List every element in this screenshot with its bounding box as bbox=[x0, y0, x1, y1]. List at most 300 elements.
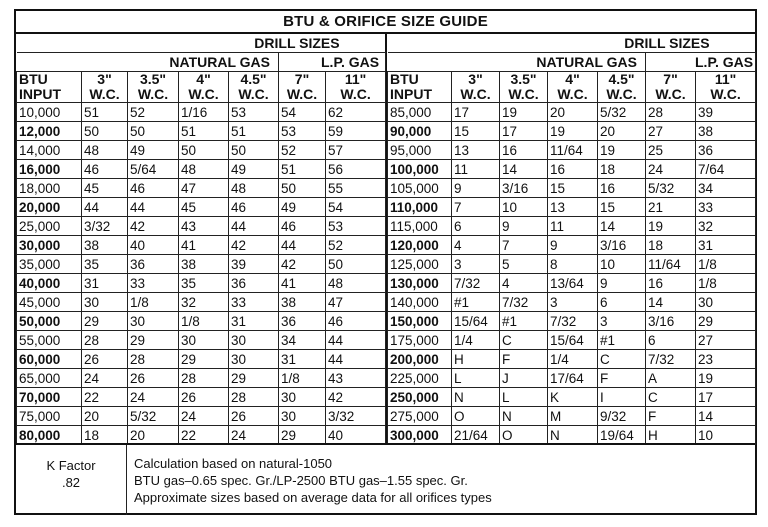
drill-size-cell: 28 bbox=[82, 331, 128, 350]
btu-input-cell: 225,000 bbox=[388, 369, 452, 388]
drill-size-cell: A bbox=[646, 369, 696, 388]
table-row bbox=[388, 350, 756, 369]
btu-input-cell: 35,000 bbox=[17, 255, 82, 274]
drill-size-cell: 50 bbox=[279, 179, 326, 198]
table-row bbox=[17, 388, 386, 407]
drill-size-cell: 6 bbox=[452, 217, 500, 236]
drill-size-cell: 45 bbox=[82, 179, 128, 198]
drill-size-cell: 27 bbox=[646, 122, 696, 141]
left-table-section bbox=[16, 34, 387, 443]
drill-size-cell: F bbox=[598, 369, 646, 388]
drill-size-cell: 49 bbox=[128, 141, 179, 160]
drill-size-cell: 33 bbox=[696, 198, 756, 217]
drill-size-cell: 29 bbox=[128, 331, 179, 350]
drill-size-cell: 26 bbox=[179, 388, 229, 407]
drill-size-cell: H bbox=[452, 350, 500, 369]
drill-size-cell: 3 bbox=[598, 312, 646, 331]
drill-size-cell: 8 bbox=[548, 255, 598, 274]
drill-size-cell: 46 bbox=[326, 312, 386, 331]
table-row bbox=[17, 236, 386, 255]
btu-input-cell: 14,000 bbox=[17, 141, 82, 160]
table-row bbox=[17, 179, 386, 198]
btu-input-cell: 25,000 bbox=[17, 217, 82, 236]
drill-size-cell: 48 bbox=[179, 160, 229, 179]
table-row bbox=[17, 122, 386, 141]
drill-size-cell: 41 bbox=[179, 236, 229, 255]
drill-size-cell: #1 bbox=[500, 312, 548, 331]
table-row bbox=[388, 369, 756, 388]
table-row bbox=[388, 236, 756, 255]
drill-size-cell: 50 bbox=[326, 255, 386, 274]
drill-size-cell: 11/64 bbox=[646, 255, 696, 274]
drill-size-cell: 38 bbox=[179, 255, 229, 274]
drill-size-cell: 1/8 bbox=[179, 312, 229, 331]
drill-size-cell: 28 bbox=[128, 350, 179, 369]
btu-input-cell: 60,000 bbox=[17, 350, 82, 369]
drill-size-cell: 50 bbox=[179, 141, 229, 160]
drill-size-cell: 20 bbox=[548, 103, 598, 122]
drill-size-cell: 42 bbox=[279, 255, 326, 274]
table-row bbox=[17, 312, 386, 331]
drill-size-cell: 53 bbox=[279, 122, 326, 141]
drill-size-cell: 7/64 bbox=[696, 160, 756, 179]
drill-size-cell: 44 bbox=[128, 198, 179, 217]
drill-size-cell: 47 bbox=[326, 293, 386, 312]
table-row bbox=[17, 141, 386, 160]
pressure-header: 7" W.C. bbox=[646, 72, 696, 103]
btu-input-cell: 16,000 bbox=[17, 160, 82, 179]
drill-size-cell: 29 bbox=[279, 426, 326, 445]
btu-input-cell: 115,000 bbox=[388, 217, 452, 236]
btu-input-cell: 65,000 bbox=[17, 369, 82, 388]
drill-size-cell: 33 bbox=[128, 274, 179, 293]
table-row bbox=[17, 331, 386, 350]
drill-size-cell: 29 bbox=[179, 350, 229, 369]
drill-size-cell: 3/16 bbox=[646, 312, 696, 331]
drill-size-cell: N bbox=[500, 407, 548, 426]
drill-size-cell: 46 bbox=[229, 198, 279, 217]
drill-size-cell: 28 bbox=[179, 369, 229, 388]
drill-sizes-heading: DRILL SIZES bbox=[388, 34, 756, 53]
drill-size-cell: 5/32 bbox=[646, 179, 696, 198]
btu-input-cell: 30,000 bbox=[17, 236, 82, 255]
drill-size-cell: 31 bbox=[82, 274, 128, 293]
btu-input-cell: 95,000 bbox=[388, 141, 452, 160]
drill-size-cell: 51 bbox=[229, 122, 279, 141]
btu-input-cell: 140,000 bbox=[388, 293, 452, 312]
drill-size-cell: 52 bbox=[279, 141, 326, 160]
drill-size-cell: 14 bbox=[696, 407, 756, 426]
drill-size-cell: 7 bbox=[452, 198, 500, 217]
drill-size-cell: 7 bbox=[500, 236, 548, 255]
drill-size-cell: 15/64 bbox=[548, 331, 598, 350]
drill-size-cell: 30 bbox=[696, 293, 756, 312]
drill-size-cell: 22 bbox=[179, 426, 229, 445]
drill-size-cell: 15 bbox=[548, 179, 598, 198]
drill-sizes-heading: DRILL SIZES bbox=[17, 34, 386, 53]
drill-size-cell: N bbox=[548, 426, 598, 445]
drill-size-cell: 42 bbox=[326, 388, 386, 407]
drill-size-cell: 38 bbox=[279, 293, 326, 312]
table-row bbox=[388, 217, 756, 236]
drill-size-cell: #1 bbox=[452, 293, 500, 312]
pressure-header: 3" W.C. bbox=[82, 72, 128, 103]
drill-size-cell: 3/16 bbox=[500, 179, 548, 198]
pressure-header: 4" W.C. bbox=[179, 72, 229, 103]
drill-size-cell: 42 bbox=[229, 236, 279, 255]
drill-size-cell: 17/64 bbox=[548, 369, 598, 388]
btu-input-cell: 300,000 bbox=[388, 426, 452, 445]
table-row bbox=[17, 274, 386, 293]
drill-size-cell: 46 bbox=[128, 179, 179, 198]
drill-size-cell: 53 bbox=[326, 217, 386, 236]
drill-size-cell: 21 bbox=[646, 198, 696, 217]
table-row bbox=[388, 160, 756, 179]
drill-size-cell: 44 bbox=[279, 236, 326, 255]
drill-size-cell: F bbox=[500, 350, 548, 369]
drill-size-cell: 5/64 bbox=[128, 160, 179, 179]
btu-input-cell: 175,000 bbox=[388, 331, 452, 350]
drill-size-cell: 21/64 bbox=[452, 426, 500, 445]
pressure-header: 7" W.C. bbox=[279, 72, 326, 103]
table-row bbox=[388, 293, 756, 312]
btu-input-cell: 55,000 bbox=[17, 331, 82, 350]
drill-size-cell: 14 bbox=[598, 217, 646, 236]
drill-size-cell: 15 bbox=[598, 198, 646, 217]
drill-size-cell: 42 bbox=[128, 217, 179, 236]
drill-size-cell: 23 bbox=[696, 350, 756, 369]
drill-size-cell: 44 bbox=[326, 350, 386, 369]
table-row bbox=[388, 103, 756, 122]
drill-size-cell: 55 bbox=[326, 179, 386, 198]
pressure-header: 11" W.C. bbox=[696, 72, 756, 103]
drill-size-cell: 14 bbox=[500, 160, 548, 179]
drill-size-cell: 7/32 bbox=[500, 293, 548, 312]
drill-size-cell: 32 bbox=[179, 293, 229, 312]
drill-size-cell: 51 bbox=[82, 103, 128, 122]
table-row bbox=[388, 255, 756, 274]
drill-size-cell: 30 bbox=[279, 407, 326, 426]
drill-size-cell: 31 bbox=[696, 236, 756, 255]
drill-size-cell: 16 bbox=[598, 179, 646, 198]
table-row bbox=[17, 293, 386, 312]
btu-input-cell: 110,000 bbox=[388, 198, 452, 217]
drill-size-cell: 7/32 bbox=[646, 350, 696, 369]
note-line: Calculation based on natural-1050 bbox=[134, 456, 333, 471]
drill-size-cell: 59 bbox=[326, 122, 386, 141]
btu-input-cell: 90,000 bbox=[388, 122, 452, 141]
drill-size-cell: 34 bbox=[696, 179, 756, 198]
drill-size-cell: 5 bbox=[500, 255, 548, 274]
drill-size-cell: 26 bbox=[82, 350, 128, 369]
btu-input-cell: 20,000 bbox=[17, 198, 82, 217]
table-row bbox=[388, 274, 756, 293]
btu-input-cell: 275,000 bbox=[388, 407, 452, 426]
table-row bbox=[388, 141, 756, 160]
drill-size-cell: 5/32 bbox=[598, 103, 646, 122]
drill-size-cell: 4 bbox=[500, 274, 548, 293]
drill-size-cell: N bbox=[452, 388, 500, 407]
btu-input-cell: 80,000 bbox=[17, 426, 82, 445]
drill-size-cell: 40 bbox=[128, 236, 179, 255]
drill-size-cell: 3 bbox=[452, 255, 500, 274]
drill-size-cell: 16 bbox=[548, 160, 598, 179]
drill-size-cell: 15 bbox=[452, 122, 500, 141]
drill-size-cell: K bbox=[548, 388, 598, 407]
drill-size-cell: C bbox=[646, 388, 696, 407]
drill-size-cell: 31 bbox=[279, 350, 326, 369]
drill-size-cell: 1/16 bbox=[179, 103, 229, 122]
drill-size-cell: H bbox=[646, 426, 696, 445]
drill-size-cell: 57 bbox=[326, 141, 386, 160]
btu-input-cell: 130,000 bbox=[388, 274, 452, 293]
drill-size-cell: 10 bbox=[598, 255, 646, 274]
drill-size-cell: 54 bbox=[279, 103, 326, 122]
table-row bbox=[388, 179, 756, 198]
drill-size-cell: 19 bbox=[696, 369, 756, 388]
btu-input-cell: 45,000 bbox=[17, 293, 82, 312]
k-factor-label: K Factor bbox=[46, 458, 96, 473]
table-row bbox=[388, 331, 756, 350]
drill-size-cell: 43 bbox=[179, 217, 229, 236]
drill-size-cell: 9 bbox=[500, 217, 548, 236]
left-drill-size-table bbox=[16, 34, 386, 445]
drill-size-cell: 17 bbox=[500, 122, 548, 141]
orifice-size-guide bbox=[14, 9, 757, 515]
btu-input-cell: 120,000 bbox=[388, 236, 452, 255]
drill-size-cell: 50 bbox=[128, 122, 179, 141]
drill-size-cell: 26 bbox=[128, 369, 179, 388]
drill-size-cell: 7/32 bbox=[548, 312, 598, 331]
drill-size-cell: 25 bbox=[646, 141, 696, 160]
drill-size-cell: 1/4 bbox=[452, 331, 500, 350]
drill-size-cell: 44 bbox=[326, 331, 386, 350]
drill-size-cell: 19 bbox=[548, 122, 598, 141]
drill-size-cell: 27 bbox=[696, 331, 756, 350]
drill-size-cell: J bbox=[500, 369, 548, 388]
drill-size-cell: 11/64 bbox=[548, 141, 598, 160]
table-row bbox=[17, 160, 386, 179]
drill-size-cell: 20 bbox=[128, 426, 179, 445]
drill-size-cell: 16 bbox=[500, 141, 548, 160]
drill-size-cell: #1 bbox=[598, 331, 646, 350]
btu-input-cell: 70,000 bbox=[17, 388, 82, 407]
drill-size-cell: 35 bbox=[82, 255, 128, 274]
drill-size-cell: 19/64 bbox=[598, 426, 646, 445]
drill-size-cell: 13 bbox=[548, 198, 598, 217]
drill-size-cell: 20 bbox=[598, 122, 646, 141]
drill-size-cell: 34 bbox=[279, 331, 326, 350]
drill-size-cell: 28 bbox=[646, 103, 696, 122]
drill-size-cell: 30 bbox=[82, 293, 128, 312]
drill-size-cell: 10 bbox=[500, 198, 548, 217]
drill-size-cell: 17 bbox=[452, 103, 500, 122]
drill-size-cell: 50 bbox=[82, 122, 128, 141]
btu-input-cell: 85,000 bbox=[388, 103, 452, 122]
pressure-header: 4" W.C. bbox=[548, 72, 598, 103]
drill-size-cell: 56 bbox=[326, 160, 386, 179]
drill-size-cell: 38 bbox=[696, 122, 756, 141]
drill-size-cell: C bbox=[598, 350, 646, 369]
btu-input-cell: 50,000 bbox=[17, 312, 82, 331]
drill-size-cell: 52 bbox=[326, 236, 386, 255]
drill-size-cell: L bbox=[500, 388, 548, 407]
drill-size-cell: 36 bbox=[696, 141, 756, 160]
drill-size-cell: 13 bbox=[452, 141, 500, 160]
drill-size-cell: 4 bbox=[452, 236, 500, 255]
right-table-section bbox=[387, 34, 755, 443]
left-table-body bbox=[17, 103, 386, 445]
table-row bbox=[17, 103, 386, 122]
btu-input-cell: 100,000 bbox=[388, 160, 452, 179]
drill-size-cell: 24 bbox=[646, 160, 696, 179]
drill-size-cell: 35 bbox=[179, 274, 229, 293]
drill-size-cell: 3/16 bbox=[598, 236, 646, 255]
drill-size-cell: F bbox=[646, 407, 696, 426]
drill-size-cell: 6 bbox=[646, 331, 696, 350]
guide-title: BTU & ORIFICE SIZE GUIDE bbox=[16, 11, 755, 34]
drill-size-cell: 6 bbox=[598, 293, 646, 312]
table-row bbox=[17, 217, 386, 236]
btu-input-header: BTU INPUT bbox=[17, 72, 82, 103]
btu-input-cell: 40,000 bbox=[17, 274, 82, 293]
k-factor-value: .82 bbox=[61, 475, 81, 490]
drill-size-cell: 14 bbox=[646, 293, 696, 312]
drill-size-cell: 24 bbox=[128, 388, 179, 407]
drill-size-cell: 46 bbox=[279, 217, 326, 236]
drill-size-cell: C bbox=[500, 331, 548, 350]
drill-size-cell: 28 bbox=[229, 388, 279, 407]
lp-gas-heading: L.P. GAS bbox=[646, 53, 756, 72]
drill-size-cell: 1/8 bbox=[128, 293, 179, 312]
drill-size-cell: 44 bbox=[82, 198, 128, 217]
column-header-row bbox=[17, 72, 386, 103]
drill-size-cell: 19 bbox=[598, 141, 646, 160]
drill-size-cell: 1/8 bbox=[279, 369, 326, 388]
pressure-header: 4.5" W.C. bbox=[229, 72, 279, 103]
drill-size-cell: 30 bbox=[229, 331, 279, 350]
drill-size-cell: 1/8 bbox=[696, 255, 756, 274]
drill-size-cell: 29 bbox=[229, 369, 279, 388]
drill-size-cell: 53 bbox=[229, 103, 279, 122]
drill-size-cell: 40 bbox=[326, 426, 386, 445]
drill-size-cell: 29 bbox=[696, 312, 756, 331]
drill-size-cell: 36 bbox=[229, 274, 279, 293]
table-row bbox=[388, 122, 756, 141]
drill-size-cell: 33 bbox=[229, 293, 279, 312]
drill-size-cell: L bbox=[452, 369, 500, 388]
drill-size-cell: 32 bbox=[696, 217, 756, 236]
drill-size-cell: 48 bbox=[82, 141, 128, 160]
k-factor-box bbox=[16, 445, 127, 515]
drill-size-cell: 9/32 bbox=[598, 407, 646, 426]
drill-size-cell: 49 bbox=[279, 198, 326, 217]
table-row bbox=[17, 407, 386, 426]
btu-input-cell: 200,000 bbox=[388, 350, 452, 369]
drill-size-cell: 44 bbox=[229, 217, 279, 236]
drill-size-cell: 1/4 bbox=[548, 350, 598, 369]
drill-size-cell: 30 bbox=[229, 350, 279, 369]
drill-size-cell: 50 bbox=[229, 141, 279, 160]
btu-input-cell: 250,000 bbox=[388, 388, 452, 407]
note-line: Approximate sizes based on average data for all orifices types bbox=[134, 490, 492, 505]
drill-size-cell: 49 bbox=[229, 160, 279, 179]
drill-size-cell: 48 bbox=[326, 274, 386, 293]
table-row bbox=[388, 407, 756, 426]
drill-size-cell: 24 bbox=[82, 369, 128, 388]
drill-size-cell: 43 bbox=[326, 369, 386, 388]
drill-size-cell: 45 bbox=[179, 198, 229, 217]
drill-size-cell: 30 bbox=[128, 312, 179, 331]
gas-spacer bbox=[17, 53, 82, 72]
table-row bbox=[17, 369, 386, 388]
natural-gas-heading: NATURAL GAS bbox=[452, 53, 646, 72]
drill-size-cell: 22 bbox=[82, 388, 128, 407]
drill-size-cell: 36 bbox=[128, 255, 179, 274]
drill-size-cell: 38 bbox=[82, 236, 128, 255]
drill-size-cell: 29 bbox=[82, 312, 128, 331]
drill-size-cell: 9 bbox=[548, 236, 598, 255]
pressure-header: 4.5" W.C. bbox=[598, 72, 646, 103]
btu-input-cell: 12,000 bbox=[17, 122, 82, 141]
drill-size-cell: 3/32 bbox=[326, 407, 386, 426]
footer-notes bbox=[16, 443, 755, 515]
drill-size-cell: 3/32 bbox=[82, 217, 128, 236]
drill-size-cell: 52 bbox=[128, 103, 179, 122]
btu-input-cell: 150,000 bbox=[388, 312, 452, 331]
drill-size-cell: 19 bbox=[500, 103, 548, 122]
drill-size-cell: 30 bbox=[179, 331, 229, 350]
table-row bbox=[388, 198, 756, 217]
drill-size-cell: 39 bbox=[229, 255, 279, 274]
drill-size-cell: 51 bbox=[279, 160, 326, 179]
drill-size-cell: 36 bbox=[279, 312, 326, 331]
drill-size-cell: 18 bbox=[646, 236, 696, 255]
lp-gas-heading: L.P. GAS bbox=[279, 53, 386, 72]
drill-size-cell: 24 bbox=[179, 407, 229, 426]
table-row bbox=[388, 388, 756, 407]
pressure-header: 3.5" W.C. bbox=[128, 72, 179, 103]
table-row bbox=[388, 312, 756, 331]
drill-size-cell: 39 bbox=[696, 103, 756, 122]
drill-size-cell: 3 bbox=[548, 293, 598, 312]
drill-size-cell: 18 bbox=[82, 426, 128, 445]
pressure-header: 3" W.C. bbox=[452, 72, 500, 103]
drill-size-cell: 7/32 bbox=[452, 274, 500, 293]
btu-input-cell: 105,000 bbox=[388, 179, 452, 198]
drill-size-cell: 26 bbox=[229, 407, 279, 426]
table-row bbox=[17, 255, 386, 274]
drill-size-cell: M bbox=[548, 407, 598, 426]
drill-size-cell: 51 bbox=[179, 122, 229, 141]
btu-input-cell: 75,000 bbox=[17, 407, 82, 426]
calculation-notes bbox=[134, 455, 492, 506]
drill-size-cell: 11 bbox=[548, 217, 598, 236]
drill-size-cell: 46 bbox=[82, 160, 128, 179]
drill-size-cell: 13/64 bbox=[548, 274, 598, 293]
drill-size-cell: 9 bbox=[452, 179, 500, 198]
drill-size-cell: 24 bbox=[229, 426, 279, 445]
drill-size-cell: 31 bbox=[229, 312, 279, 331]
column-header-row bbox=[388, 72, 756, 103]
btu-input-cell: 18,000 bbox=[17, 179, 82, 198]
drill-size-cell: 54 bbox=[326, 198, 386, 217]
drill-size-cell: O bbox=[500, 426, 548, 445]
natural-gas-heading: NATURAL GAS bbox=[82, 53, 279, 72]
drill-size-cell: 19 bbox=[646, 217, 696, 236]
drill-size-cell: 47 bbox=[179, 179, 229, 198]
table-row bbox=[17, 198, 386, 217]
